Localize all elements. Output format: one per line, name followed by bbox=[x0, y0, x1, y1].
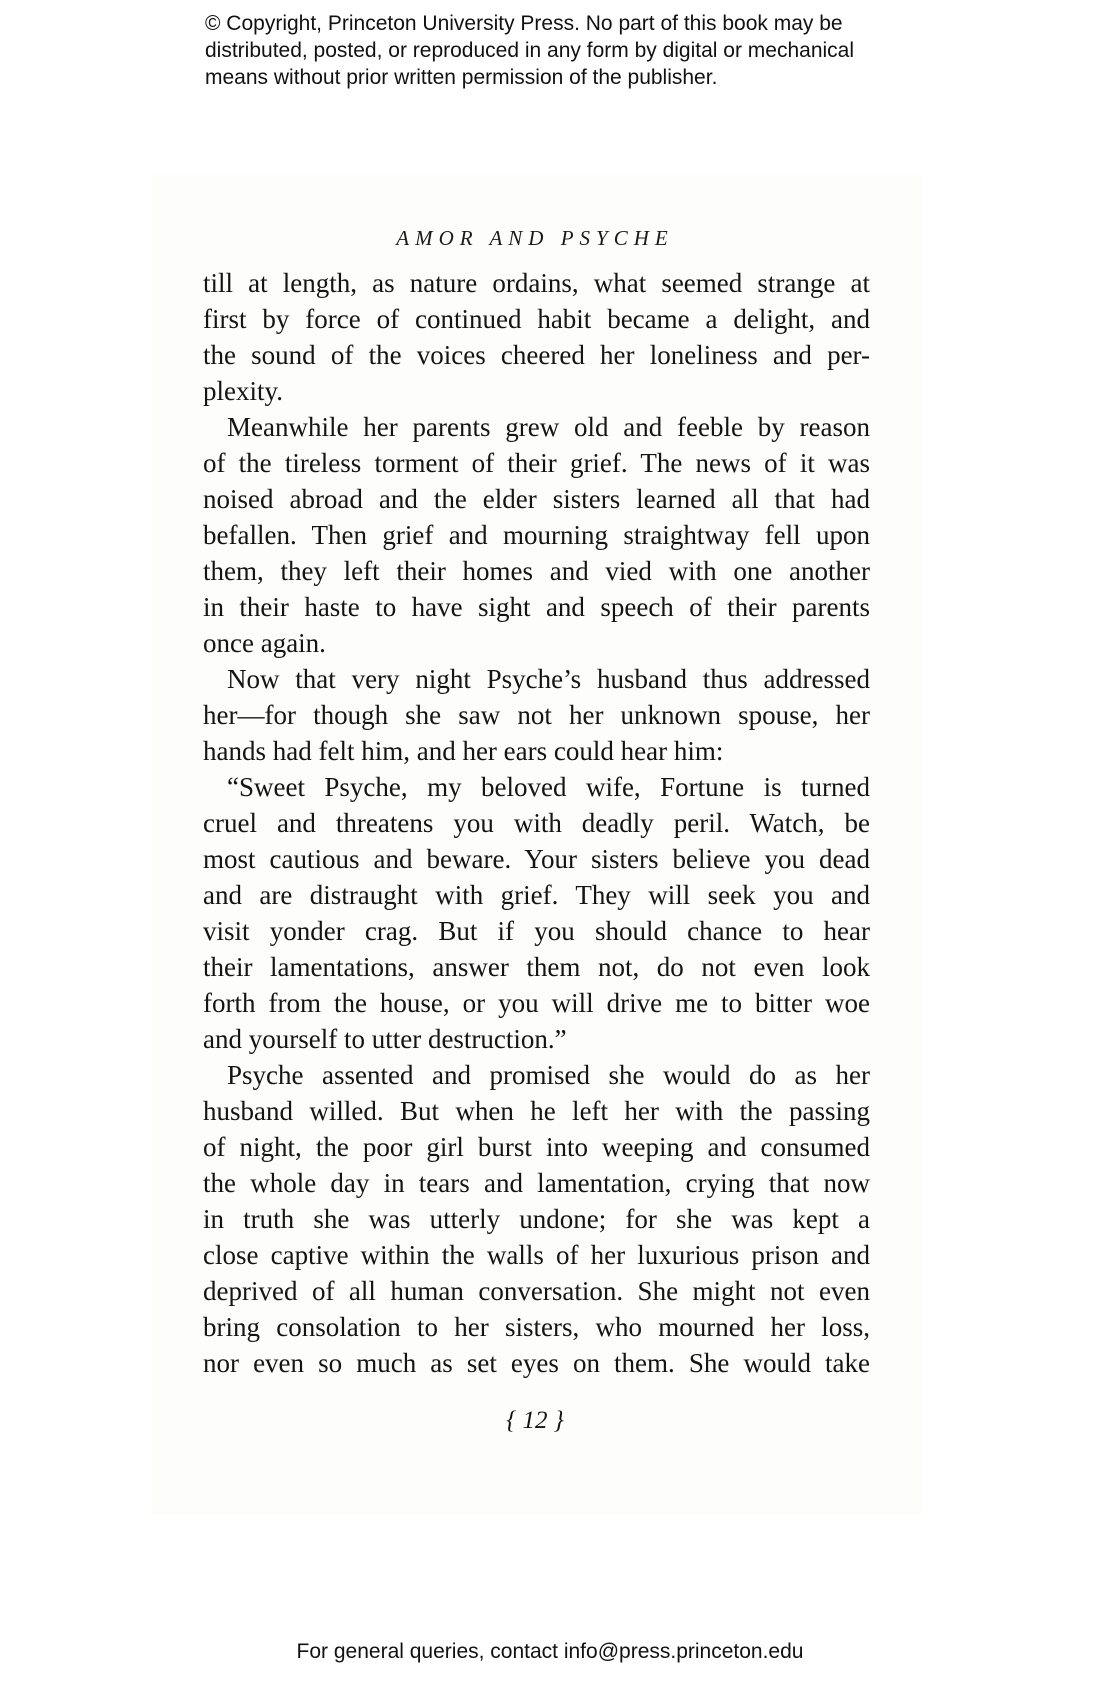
text-line: Psyche assented and promised she would do as her bbox=[227, 1060, 870, 1090]
text-line: husband willed. But when he left her with the passing bbox=[203, 1096, 870, 1126]
paragraph bbox=[203, 1057, 870, 1381]
text-line: and are distraught with grief. They will seek you and bbox=[203, 880, 870, 910]
text-line: Now that very night Psyche’s husband thus addressed bbox=[227, 664, 870, 694]
paragraph bbox=[203, 265, 870, 409]
copyright-notice bbox=[205, 10, 1005, 91]
text-line: the sound of the voices cheered her loneliness and per- bbox=[203, 340, 870, 370]
text-line: plexity. bbox=[203, 376, 283, 406]
text-line: till at length, as nature ordains, what seemed strange at bbox=[203, 268, 870, 298]
text-line: most cautious and beware. Your sisters believe you dead bbox=[203, 844, 870, 874]
copyright-line: distributed, posted, or reproduced in any form by digital or mechanical bbox=[205, 39, 855, 62]
text-line: their lamentations, answer them not, do not even look bbox=[203, 952, 870, 982]
text-line: bring consolation to her sisters, who mourned her loss, bbox=[203, 1312, 870, 1342]
text-line: “Sweet Psyche, my beloved wife, Fortune is turned bbox=[227, 772, 870, 802]
text-line: forth from the house, or you will drive me to bitter woe bbox=[203, 988, 870, 1018]
text-line: of night, the poor girl burst into weeping and consumed bbox=[203, 1132, 870, 1162]
text-line: them, they left their homes and vied with one another bbox=[203, 556, 870, 586]
copyright-line: means without prior written permission of the publisher. bbox=[205, 66, 718, 89]
text-line: in their haste to have sight and speech of their parents bbox=[203, 592, 870, 622]
text-line: once again. bbox=[203, 628, 326, 658]
text-line: deprived of all human conversation. She might not even bbox=[203, 1276, 870, 1306]
text-line: of the tireless torment of their grief. The news of it was bbox=[203, 448, 870, 478]
text-line: first by force of continued habit became a delight, and bbox=[203, 304, 870, 334]
copyright-line: © Copyright, Princeton University Press. No part of this book may be bbox=[205, 12, 843, 35]
text-line: befallen. Then grief and mourning straightway fell upon bbox=[203, 520, 870, 550]
text-line: her—for though she saw not her unknown spouse, her bbox=[203, 700, 870, 730]
text-line: and yourself to utter destruction.” bbox=[203, 1024, 567, 1054]
text-line: in truth she was utterly undone; for she was kept a bbox=[203, 1204, 870, 1234]
text-line: nor even so much as set eyes on them. She would take bbox=[203, 1348, 870, 1378]
text-line: hands had felt him, and her ears could hear him: bbox=[203, 736, 724, 766]
text-line: the whole day in tears and lamentation, crying that now bbox=[203, 1168, 870, 1198]
page-body bbox=[203, 265, 870, 1381]
running-head: AMOR AND PSYCHE bbox=[396, 226, 674, 250]
text-line: cruel and threatens you with deadly peril. Watch, be bbox=[203, 808, 870, 838]
text-line: noised abroad and the elder sisters learned all that had bbox=[203, 484, 870, 514]
paragraph bbox=[203, 769, 870, 1057]
text-line: Meanwhile her parents grew old and feeble by reason bbox=[227, 412, 870, 442]
page-number: { 12 } bbox=[506, 1407, 564, 1434]
paragraph bbox=[203, 409, 870, 661]
footer-contact: For general queries, contact info@press.princeton.edu bbox=[296, 1640, 804, 1663]
paragraph bbox=[203, 661, 870, 769]
text-line: visit yonder crag. But if you should chance to hear bbox=[203, 916, 870, 946]
text-line: close captive within the walls of her luxurious prison and bbox=[203, 1240, 870, 1270]
